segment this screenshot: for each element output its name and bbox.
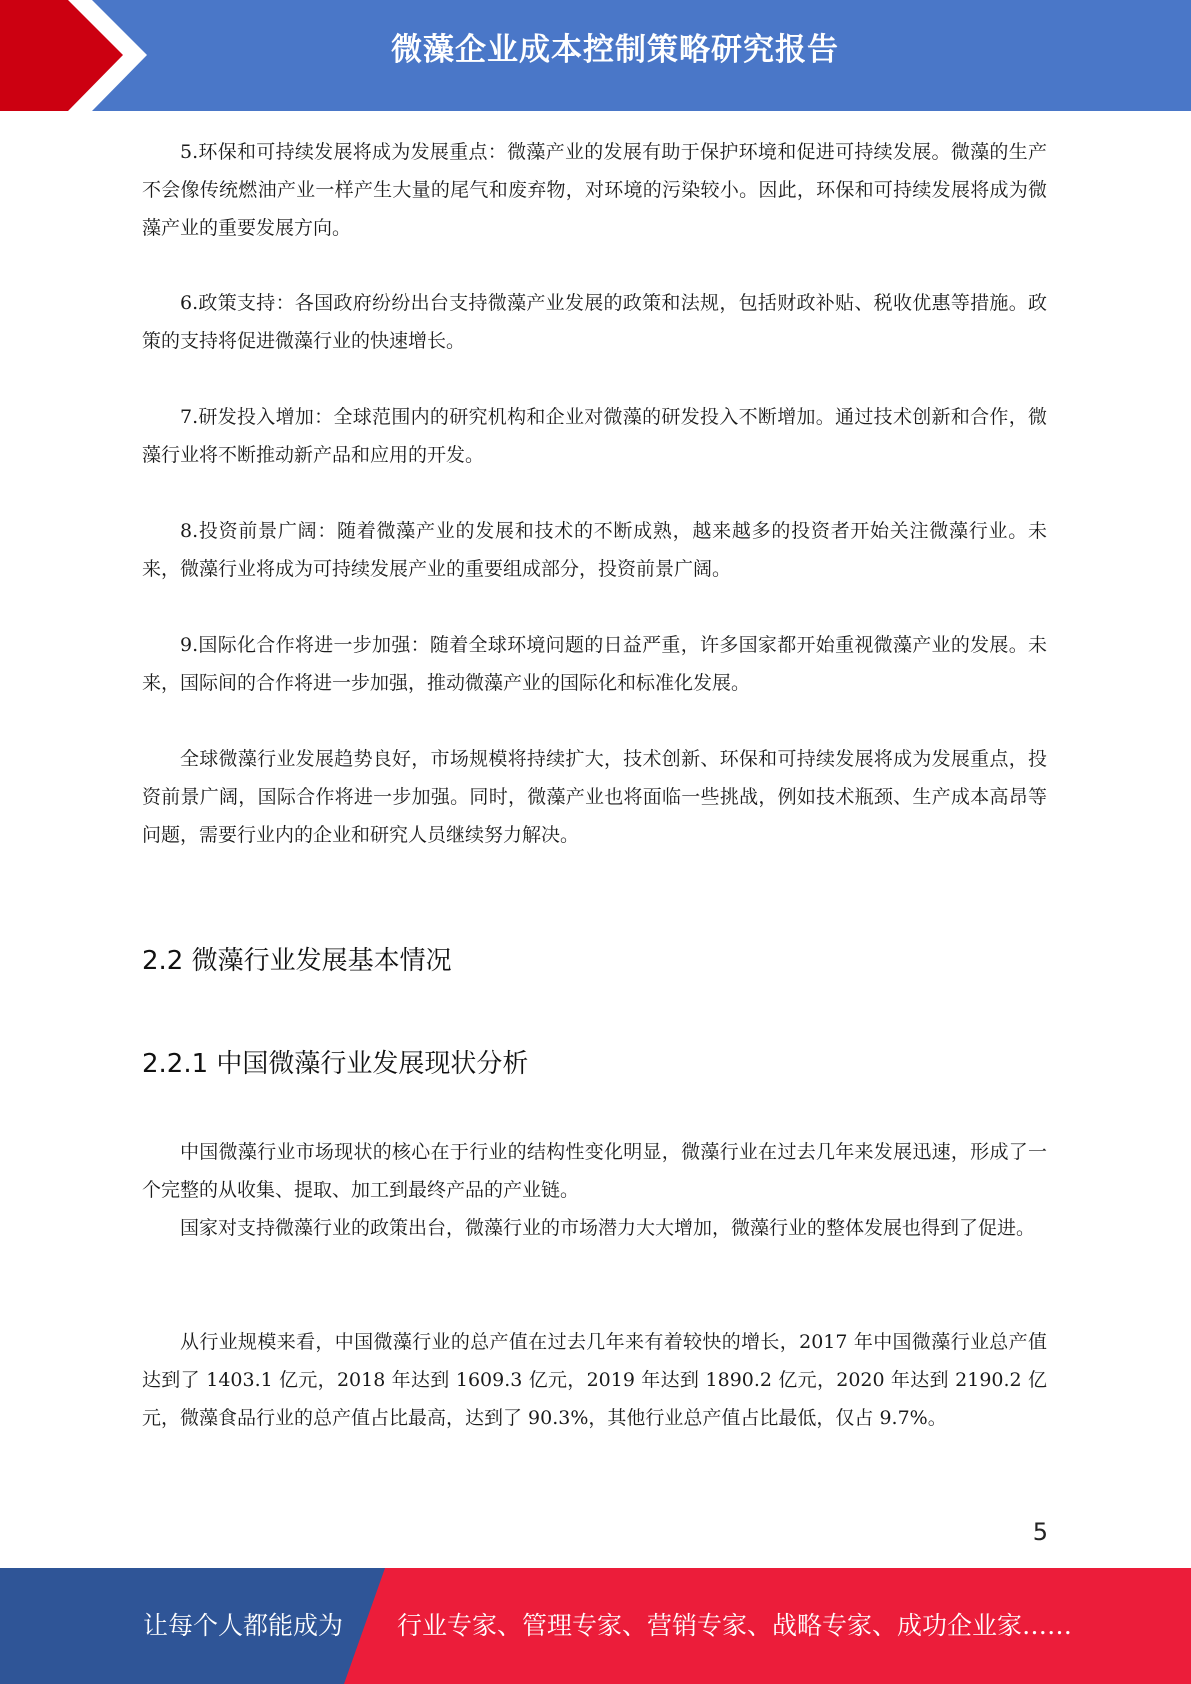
paragraph-item-6: 6.政策支持：各国政府纷纷出台支持微藻产业发展的政策和法规，包括财政补贴、税收优惠等措施。政策的支持将促进微藻行业的快速增长。 <box>142 292 1047 352</box>
paragraph-item-7: 7.研发投入增加：全球范围内的研究机构和企业对微藻的研发投入不断增加。通过技术创新和合作，微藻行业将不断推动新产品和应用的开发。 <box>142 406 1047 466</box>
page-number: 5 <box>1032 1518 1048 1546</box>
paragraph-item-5: 5.环保和可持续发展将成为发展重点：微藻产业的发展有助于保护环境和促进可持续发展。微藻的生产不会像传统燃油产业一样产生大量的尾气和废弃物，对环境的污染较小。因此，环保和可持续发展将成为微藻产业的重要发展方向。 <box>142 141 1047 239</box>
page-footer <box>0 1568 1191 1684</box>
paragraph-summary: 全球微藻行业发展趋势良好，市场规模将持续扩大，技术创新、环保和可持续发展将成为发展重点，投资前景广阔，国际合作将进一步加强。同时，微藻产业也将面临一些挑战，例如技术瓶颈、生产成本高昂等问题，需要行业内的企业和研究人员继续努力解决。 <box>142 748 1047 846</box>
paragraph-industry-scale: 从行业规模来看，中国微藻行业的总产值在过去几年来有着较快的增长，2017 年中国微藻行业总产值达到了 1403.1 亿元，2018 年达到 1609.3 亿元，2019 年达到 1890.2 亿元，2020 年达到 2190.2 亿元，微藻食品行业的总产值占比最高，达到了 90.3%，其他行业总产值占比最低，仅占 9.7%。 <box>142 1331 1047 1429</box>
section-heading-2-2: 2.2 微藻行业发展基本情况 <box>142 946 452 976</box>
paragraph-china-policy: 国家对支持微藻行业的政策出台，微藻行业的市场潜力大大增加，微藻行业的整体发展也得到了促进。 <box>180 1217 1036 1239</box>
paragraph-item-8: 8.投资前景广阔：随着微藻产业的发展和技术的不断成熟，越来越多的投资者开始关注微藻行业。未来，微藻行业将成为可持续发展产业的重要组成部分，投资前景广阔。 <box>142 520 1047 580</box>
page-header <box>0 0 1191 111</box>
footer-slogan-left: 让每个人都能成为 <box>143 1611 344 1640</box>
paragraph-china-status: 中国微藻行业市场现状的核心在于行业的结构性变化明显，微藻行业在过去几年来发展迅速，形成了一个完整的从收集、提取、加工到最终产品的产业链。 <box>142 1141 1047 1201</box>
section-heading-2-2-1: 2.2.1 中国微藻行业发展现状分析 <box>142 1049 529 1079</box>
paragraph-item-9: 9.国际化合作将进一步加强：随着全球环境问题的日益严重，许多国家都开始重视微藻产业的发展。未来，国际间的合作将进一步加强，推动微藻产业的国际化和标准化发展。 <box>142 634 1047 694</box>
report-title: 微藻企业成本控制策略研究报告 <box>391 32 839 68</box>
footer-slogan-right: 行业专家、管理专家、营销专家、战略专家、成功企业家…… <box>397 1611 1073 1640</box>
